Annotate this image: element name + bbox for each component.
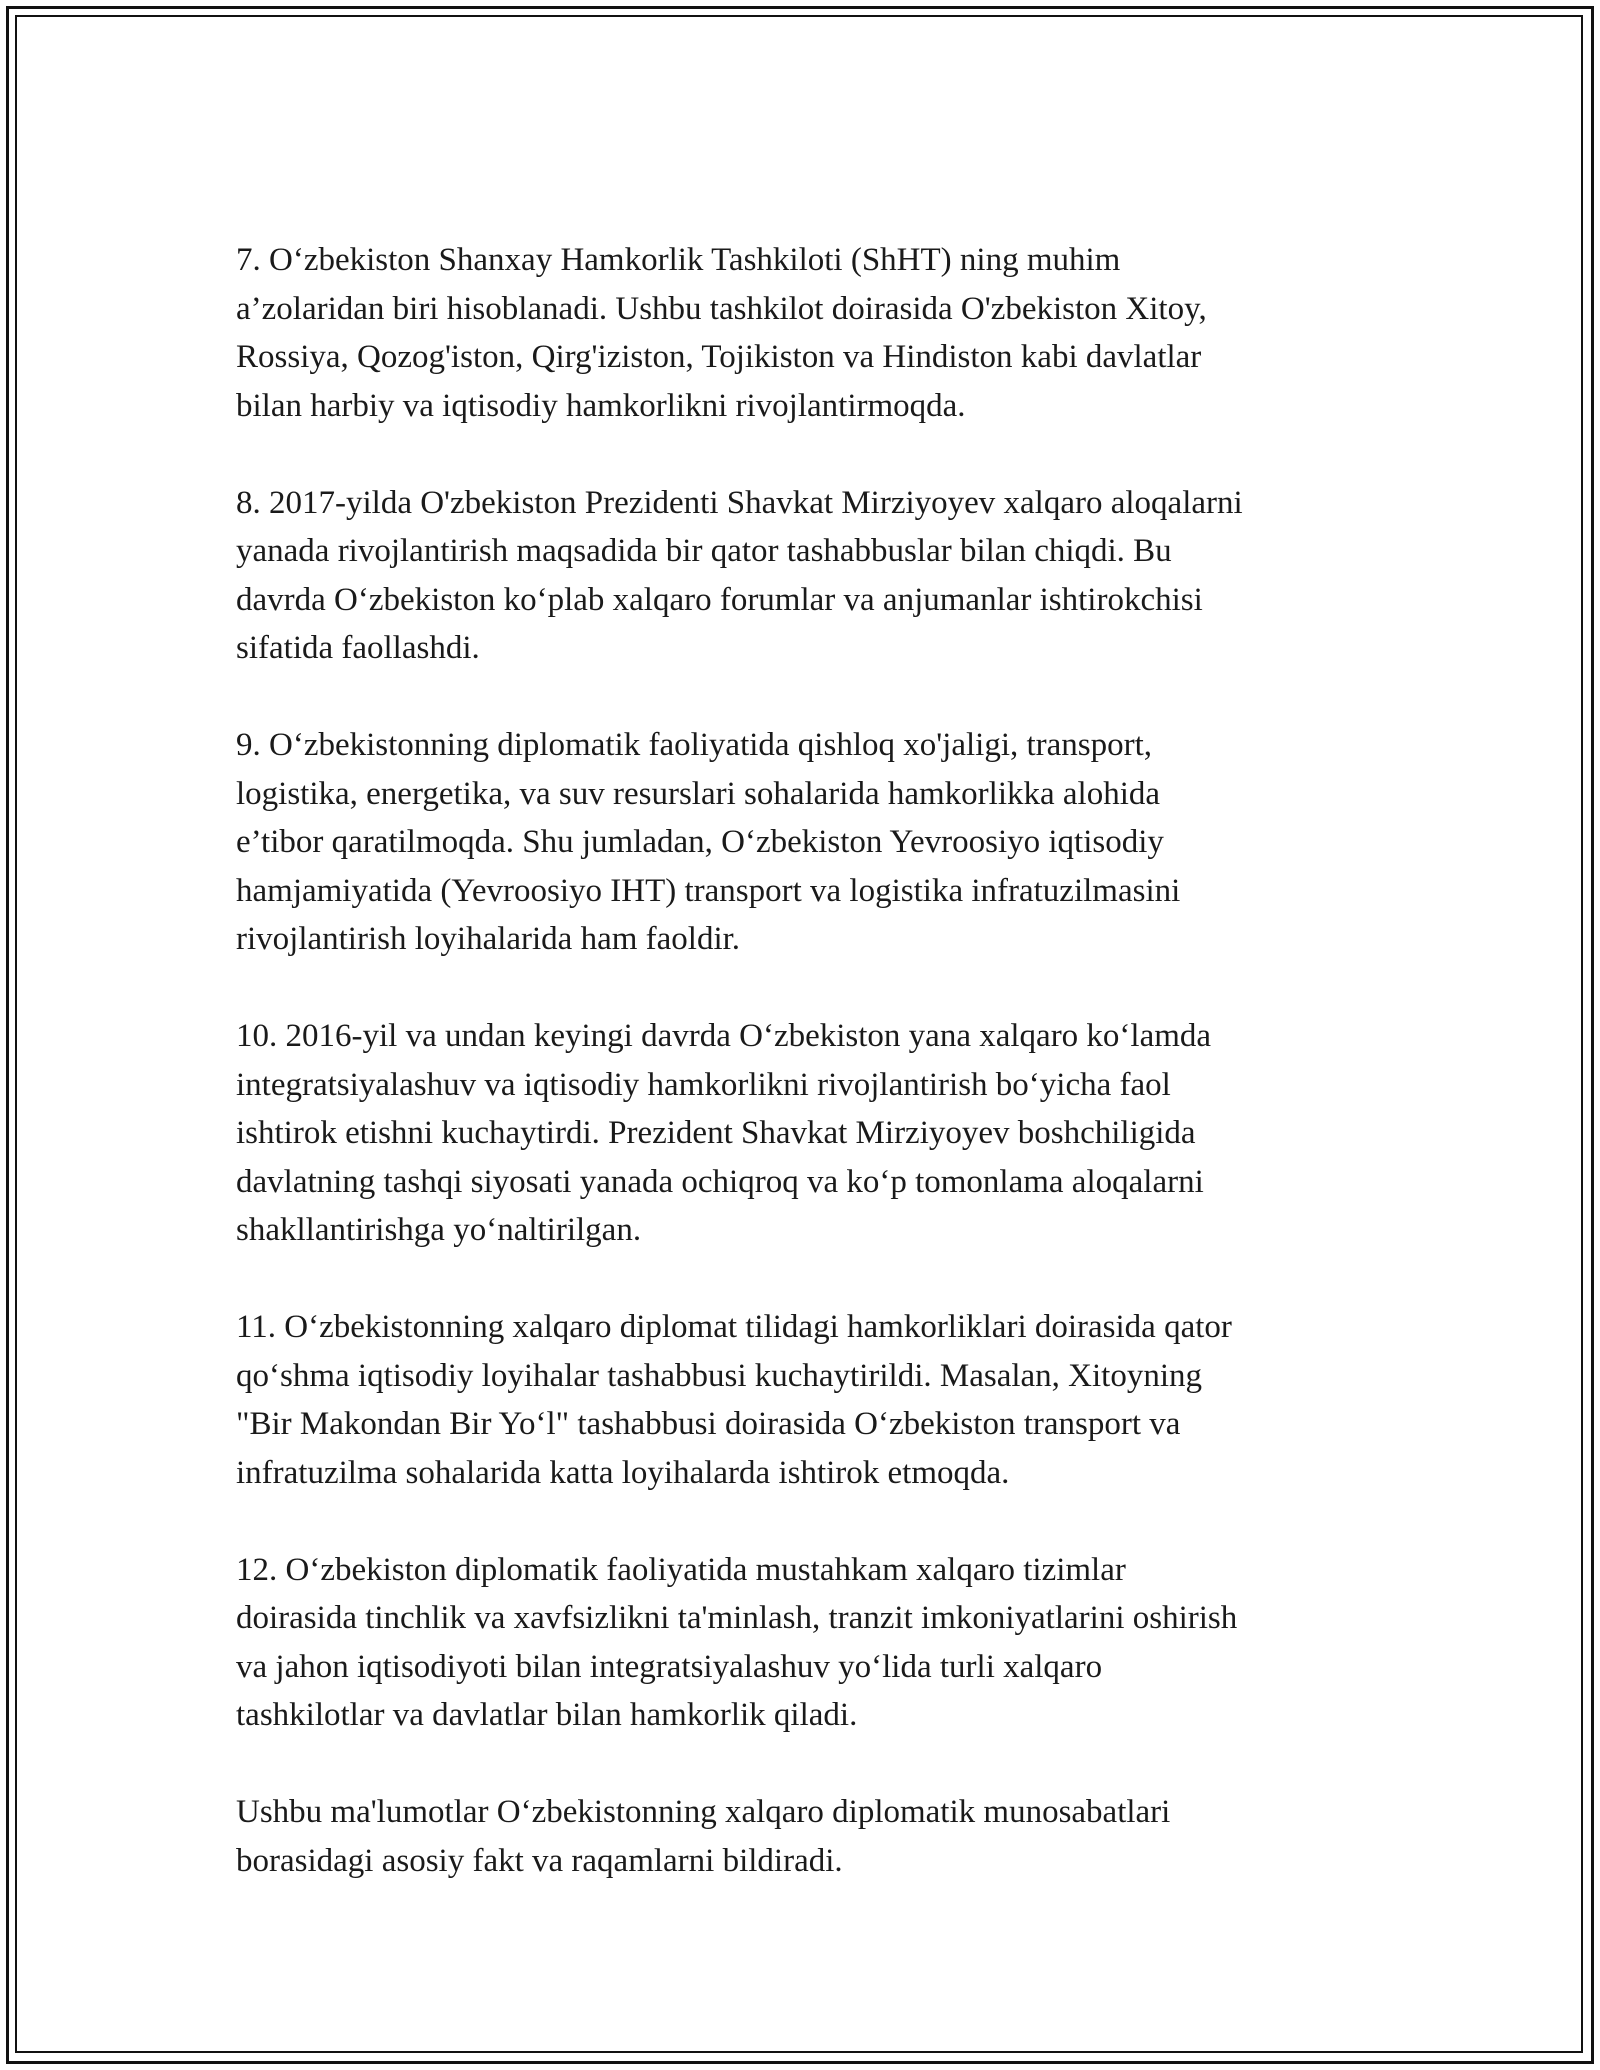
closing-paragraph: Ushbu ma'lumotlar O‘zbekistonning xalqaro diplomatik munosabatlari borasidagi asosiy fakt va raqamlarni bildiradi. bbox=[236, 1794, 1171, 1879]
paragraph-9: 9. O‘zbekistonning diplomatik faoliyatida qishloq xo'jaligi, transport, logistika, energetika, va suv resurslari sohalarida hamkorlikka alohida e’tibor qaratilmoqda. Shu jumladan, O‘zbekiston Yevroosiyo iqtisodiy hamjamiyatida (Yevroosiyo IHT) transport va logistika infratuzilmasini rivojlantirish loyihalarida ham faoldir. bbox=[236, 727, 1181, 957]
paragraph-12: 12. O‘zbekiston diplomatik faoliyatida mustahkam xalqaro tizimlar doirasida tinchlik va xavfsizlikni ta'minlash, tranzit imkoniyatlarini oshirish va jahon iqtisodiyoti bilan integratsiyalashuv yo‘lida turli xalqaro tashkilotlar va davlatlar bilan hamkorlik qiladi. bbox=[236, 1551, 1238, 1733]
paragraph-11: 11. O‘zbekistonning xalqaro diplomat tilidagi hamkorliklari doirasida qator qo‘shma iqtisodiy loyihalar tashabbusi kuchaytirildi. Masalan, Xitoyning "Bir Makondan Bir Yo‘l" tashabbusi doirasida O‘zbekiston transport va infratuzilma sohalarida katta loyihalarda ishtirok etmoqda. bbox=[236, 1309, 1232, 1491]
paragraph-7: 7. O‘zbekiston Shanxay Hamkorlik Tashkiloti (ShHT) ning muhim a’zolaridan biri hisoblanadi. Ushbu tashkilot doirasida O'zbekiston Xitoy, Rossiya, Qozog'iston, Qirg'iziston, Tojikiston va Hindiston kabi davlatlar bilan harbiy va iqtisodiy hamkorlikni rivojlantirmoqda. bbox=[236, 242, 1207, 424]
paragraph-10: 10. 2016-yil va undan keyingi davrda O‘zbekiston yana xalqaro ko‘lamda integratsiyalashuv va iqtisodiy hamkorlikni rivojlantirish bo‘yicha faol ishtirok etishni kuchaytirdi. Prezident Shavkat Mirziyoyev boshchiligida davlatning tashqi siyosati yanada ochiqroq va ko‘p tomonlama aloqalarni shakllantirishga yo‘naltirilgan. bbox=[236, 1018, 1212, 1248]
document-body bbox=[236, 236, 1366, 1885]
paragraph-8: 8. 2017-yilda O'zbekiston Prezidenti Shavkat Mirziyoyev xalqaro aloqalarni yanada rivojlantirish maqsadida bir qator tashabbuslar bilan chiqdi. Bu davrda O‘zbekiston ko‘plab xalqaro forumlar va anjumanlar ishtirokchisi sifatida faollashdi. bbox=[236, 484, 1243, 666]
